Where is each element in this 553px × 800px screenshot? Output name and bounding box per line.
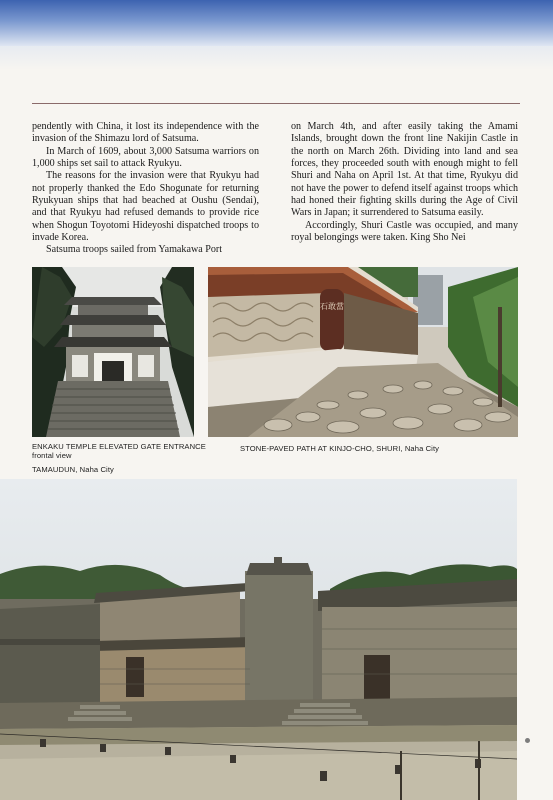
- photo-tamaudun: [0, 479, 517, 800]
- photo-stone-paved-path: [208, 267, 518, 437]
- text-column-right: [291, 121, 518, 244]
- caption-tamaudun: TAMAUDUN, Naha City: [32, 465, 114, 474]
- paragraph: The reasons for the invasion were that Ryukyu had not properly thanked the Edo Shogunate for returning Ryukyuan ships that had beached at Oushu (Sendai), and that Ryukyu had refused demands to provide rice when Shogun Toyotomi Hideyoshi dispatched troops to invade Korea.: [32, 170, 259, 244]
- page-marker-dot: [525, 738, 530, 743]
- text-column-left: [32, 121, 259, 257]
- caption-enkaku-temple: ENKAKU TEMPLE ELEVATED GATE ENTRANCE frontal view: [32, 442, 206, 461]
- stone-sign-text: 石敢當: [320, 302, 344, 311]
- paragraph: Satsuma troops sailed from Yamakawa Port: [46, 244, 223, 256]
- header-fade: [0, 46, 553, 70]
- paragraph: pendently with China, it lost its independence with the invasion of the Shimazu lord of Satsuma.: [32, 121, 259, 145]
- header-color-band: [0, 0, 553, 46]
- header-rule: [32, 103, 520, 104]
- paragraph: on March 4th, and after easily taking the Amami Islands, brought down the front line Nakijin Castle in the north on March 26th. Dividing into land and sea forces, they proceeded south with enough might to fell Shuri and Naha on April 1st. At that time, Ryukyu did not have the power to defend itself against troops which had honed their fighting skills during the Age of Civil Wars in Japan; it surrendered to Satsuma easily.: [291, 121, 518, 219]
- caption-stone-paved-path: STONE-PAVED PATH AT KINJO-CHO, SHURI, Naha City: [240, 444, 440, 453]
- photo-enkaku-temple-gate: [32, 267, 194, 437]
- paragraph: In March of 1609, about 3,000 Satsuma warriors on 1,000 ships set sail to attack Ryukyu.: [32, 145, 259, 170]
- paragraph: Accordingly, Shuri Castle was occupied, and many royal belongings were taken. King Sho Nei: [291, 219, 518, 244]
